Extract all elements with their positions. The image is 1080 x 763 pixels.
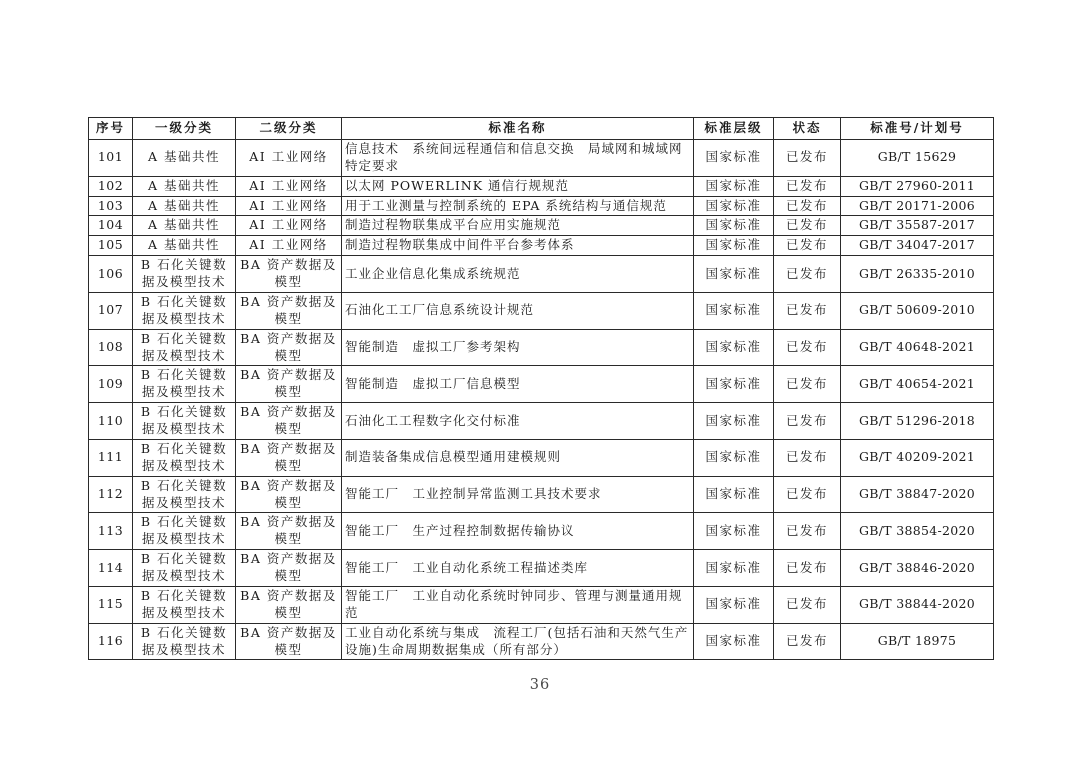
col-header-number: 标准号/计划号: [841, 118, 994, 140]
col-header-category2: 二级分类: [236, 118, 342, 140]
cell-standard-name: 智能工厂 生产过程控制数据传输协议: [342, 513, 694, 550]
cell-category1: B 石化关键数据及模型技术: [133, 256, 236, 293]
cell-number: GB/T 40654-2021: [841, 366, 994, 403]
cell-standard-name: 信息技术 系统间远程通信和信息交换 局域网和城域网特定要求: [342, 139, 694, 176]
cell-status: 已发布: [774, 292, 841, 329]
cell-category2: AI 工业网络: [236, 176, 342, 196]
cell-category1: B 石化关键数据及模型技术: [133, 586, 236, 623]
cell-category2: AI 工业网络: [236, 139, 342, 176]
cell-status: 已发布: [774, 403, 841, 440]
cell-level: 国家标准: [694, 550, 774, 587]
cell-seq: 109: [89, 366, 133, 403]
cell-category1: B 石化关键数据及模型技术: [133, 403, 236, 440]
table-row: [89, 176, 994, 196]
cell-category1: B 石化关键数据及模型技术: [133, 366, 236, 403]
cell-category2: AI 工业网络: [236, 196, 342, 216]
cell-standard-name: 智能工厂 工业自动化系统工程描述类库: [342, 550, 694, 587]
table-row: [89, 366, 994, 403]
cell-seq: 107: [89, 292, 133, 329]
table-row: [89, 476, 994, 513]
cell-number: GB/T 38844-2020: [841, 586, 994, 623]
table-row: [89, 216, 994, 236]
cell-level: 国家标准: [694, 196, 774, 216]
cell-category2: AI 工业网络: [236, 216, 342, 236]
cell-level: 国家标准: [694, 216, 774, 236]
cell-number: GB/T 40209-2021: [841, 439, 994, 476]
cell-category2: BA 资产数据及模型: [236, 476, 342, 513]
cell-category2: BA 资产数据及模型: [236, 586, 342, 623]
cell-category1: B 石化关键数据及模型技术: [133, 329, 236, 366]
cell-number: GB/T 20171-2006: [841, 196, 994, 216]
cell-level: 国家标准: [694, 623, 774, 660]
header-row: [89, 118, 994, 140]
cell-category2: BA 资产数据及模型: [236, 439, 342, 476]
cell-number: GB/T 51296-2018: [841, 403, 994, 440]
cell-status: 已发布: [774, 256, 841, 293]
cell-seq: 101: [89, 139, 133, 176]
col-header-standard-name: 标准名称: [342, 118, 694, 140]
cell-level: 国家标准: [694, 403, 774, 440]
cell-status: 已发布: [774, 196, 841, 216]
cell-category2: BA 资产数据及模型: [236, 292, 342, 329]
cell-category2: BA 资产数据及模型: [236, 623, 342, 660]
cell-category2: BA 资产数据及模型: [236, 550, 342, 587]
cell-standard-name: 工业企业信息化集成系统规范: [342, 256, 694, 293]
cell-seq: 106: [89, 256, 133, 293]
cell-seq: 105: [89, 236, 133, 256]
cell-category1: B 石化关键数据及模型技术: [133, 550, 236, 587]
col-header-level: 标准层级: [694, 118, 774, 140]
cell-level: 国家标准: [694, 236, 774, 256]
cell-category1: B 石化关键数据及模型技术: [133, 513, 236, 550]
col-header-status: 状态: [774, 118, 841, 140]
cell-level: 国家标准: [694, 139, 774, 176]
cell-standard-name: 制造过程物联集成中间件平台参考体系: [342, 236, 694, 256]
cell-standard-name: 以太网 POWERLINK 通信行规规范: [342, 176, 694, 196]
table-row: [89, 586, 994, 623]
cell-category1: A 基础共性: [133, 236, 236, 256]
cell-level: 国家标准: [694, 176, 774, 196]
cell-standard-name: 用于工业测量与控制系统的 EPA 系统结构与通信规范: [342, 196, 694, 216]
table-row: [89, 256, 994, 293]
table-row: [89, 329, 994, 366]
table-row: [89, 236, 994, 256]
cell-category1: A 基础共性: [133, 216, 236, 236]
cell-seq: 112: [89, 476, 133, 513]
cell-status: 已发布: [774, 139, 841, 176]
cell-seq: 104: [89, 216, 133, 236]
cell-seq: 114: [89, 550, 133, 587]
cell-seq: 111: [89, 439, 133, 476]
cell-status: 已发布: [774, 216, 841, 236]
cell-seq: 110: [89, 403, 133, 440]
cell-status: 已发布: [774, 329, 841, 366]
standards-table: [88, 117, 994, 660]
cell-number: GB/T 40648-2021: [841, 329, 994, 366]
cell-category1: B 石化关键数据及模型技术: [133, 439, 236, 476]
cell-status: 已发布: [774, 236, 841, 256]
cell-standard-name: 石油化工工厂信息系统设计规范: [342, 292, 694, 329]
cell-number: GB/T 38854-2020: [841, 513, 994, 550]
table-row: [89, 196, 994, 216]
cell-status: 已发布: [774, 439, 841, 476]
page-number: 36: [529, 677, 551, 693]
cell-seq: 103: [89, 196, 133, 216]
cell-standard-name: 智能工厂 工业控制异常监测工具技术要求: [342, 476, 694, 513]
cell-status: 已发布: [774, 366, 841, 403]
cell-category2: BA 资产数据及模型: [236, 366, 342, 403]
cell-category1: B 石化关键数据及模型技术: [133, 623, 236, 660]
cell-category1: B 石化关键数据及模型技术: [133, 476, 236, 513]
table-row: [89, 513, 994, 550]
cell-level: 国家标准: [694, 256, 774, 293]
cell-category2: BA 资产数据及模型: [236, 329, 342, 366]
cell-standard-name: 智能工厂 工业自动化系统时钟同步、管理与测量通用规范: [342, 586, 694, 623]
cell-category1: B 石化关键数据及模型技术: [133, 292, 236, 329]
cell-category2: BA 资产数据及模型: [236, 256, 342, 293]
table-body: [89, 139, 994, 660]
cell-number: GB/T 26335-2010: [841, 256, 994, 293]
cell-category2: BA 资产数据及模型: [236, 403, 342, 440]
cell-category1: A 基础共性: [133, 196, 236, 216]
col-header-seq: 序号: [89, 118, 133, 140]
cell-seq: 108: [89, 329, 133, 366]
cell-status: 已发布: [774, 513, 841, 550]
cell-number: GB/T 38846-2020: [841, 550, 994, 587]
cell-status: 已发布: [774, 586, 841, 623]
cell-category2: BA 资产数据及模型: [236, 513, 342, 550]
cell-category1: A 基础共性: [133, 139, 236, 176]
cell-level: 国家标准: [694, 292, 774, 329]
cell-status: 已发布: [774, 550, 841, 587]
cell-standard-name: 石油化工工程数字化交付标准: [342, 403, 694, 440]
table-row: [89, 292, 994, 329]
cell-status: 已发布: [774, 176, 841, 196]
table-row: [89, 623, 994, 660]
cell-standard-name: 智能制造 虚拟工厂信息模型: [342, 366, 694, 403]
cell-category1: A 基础共性: [133, 176, 236, 196]
cell-number: GB/T 18975: [841, 623, 994, 660]
table-row: [89, 139, 994, 176]
table-row: [89, 439, 994, 476]
cell-number: GB/T 35587-2017: [841, 216, 994, 236]
cell-level: 国家标准: [694, 513, 774, 550]
cell-seq: 116: [89, 623, 133, 660]
cell-number: GB/T 38847-2020: [841, 476, 994, 513]
cell-level: 国家标准: [694, 366, 774, 403]
cell-number: GB/T 50609-2010: [841, 292, 994, 329]
cell-standard-name: 智能制造 虚拟工厂参考架构: [342, 329, 694, 366]
cell-status: 已发布: [774, 623, 841, 660]
cell-category2: AI 工业网络: [236, 236, 342, 256]
col-header-category1: 一级分类: [133, 118, 236, 140]
table-row: [89, 403, 994, 440]
cell-level: 国家标准: [694, 329, 774, 366]
cell-level: 国家标准: [694, 476, 774, 513]
cell-standard-name: 制造装备集成信息模型通用建模规则: [342, 439, 694, 476]
cell-seq: 115: [89, 586, 133, 623]
cell-number: GB/T 15629: [841, 139, 994, 176]
cell-number: GB/T 34047-2017: [841, 236, 994, 256]
cell-level: 国家标准: [694, 439, 774, 476]
cell-level: 国家标准: [694, 586, 774, 623]
cell-standard-name: 工业自动化系统与集成 流程工厂(包括石油和天然气生产设施)生命周期数据集成（所有部分）: [342, 623, 694, 660]
cell-standard-name: 制造过程物联集成平台应用实施规范: [342, 216, 694, 236]
cell-number: GB/T 27960-2011: [841, 176, 994, 196]
cell-status: 已发布: [774, 476, 841, 513]
cell-seq: 113: [89, 513, 133, 550]
table-row: [89, 550, 994, 587]
cell-seq: 102: [89, 176, 133, 196]
